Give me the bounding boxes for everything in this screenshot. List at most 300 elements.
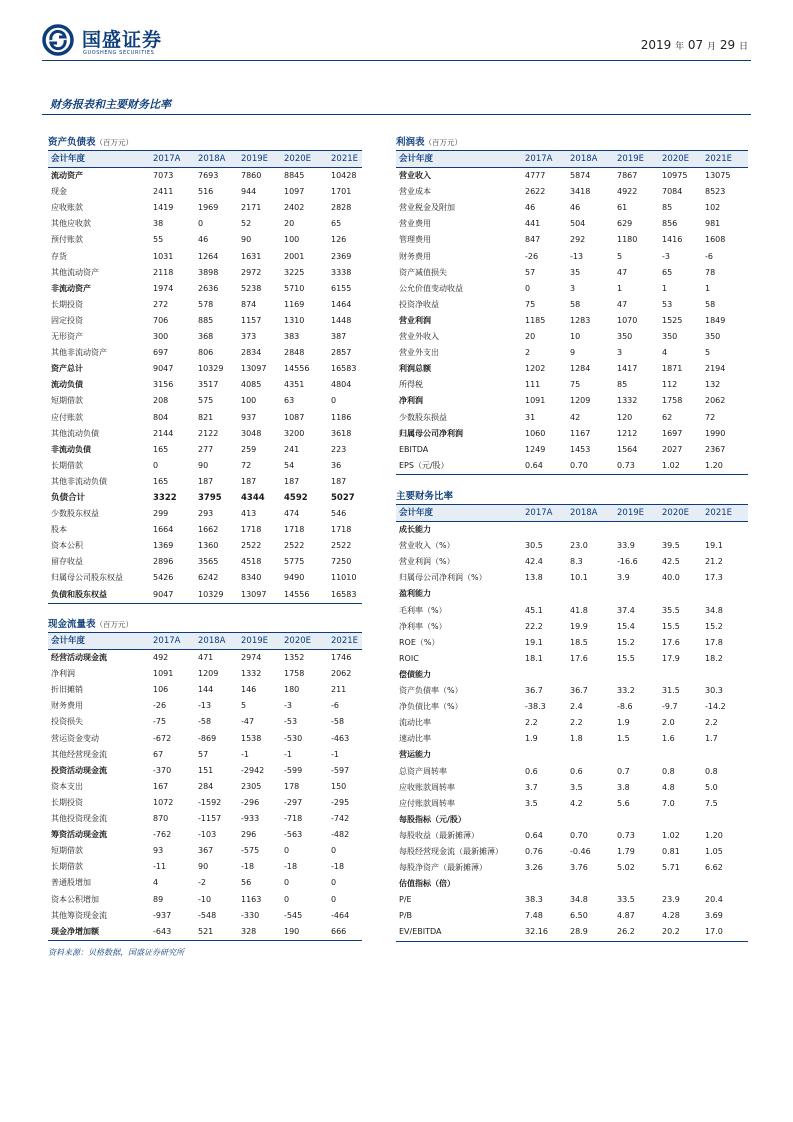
cell-value: 13097 (241, 364, 267, 374)
cell-value: 53 (662, 299, 673, 309)
table-bottom-rule (396, 941, 748, 942)
table-row (396, 924, 748, 940)
cell-value: -6 (705, 251, 713, 261)
header-year: 2021E (705, 154, 733, 164)
cell-value: 0 (331, 396, 337, 406)
cell-value: 8340 (241, 573, 262, 583)
cell-value: -75 (153, 717, 167, 727)
cell-value: 16583 (331, 589, 357, 599)
cell-value: -10 (198, 894, 212, 904)
cell-value: 1697 (662, 428, 683, 438)
cell-value: 5 (705, 348, 711, 358)
table-row (48, 200, 362, 216)
cell-value: -6 (331, 701, 339, 711)
cell-value: 2 (525, 348, 531, 358)
cell-value: 40.0 (662, 573, 680, 583)
table-row (48, 811, 362, 827)
cell-value: 211 (331, 685, 347, 695)
cell-value: 31.5 (662, 686, 680, 696)
row-label: 总资产周转率 (399, 766, 447, 776)
cell-value: 15.5 (662, 621, 680, 631)
table-unit: （百万元） (95, 138, 134, 147)
cell-value: 350 (617, 332, 633, 342)
cell-value: 150 (331, 781, 347, 791)
cell-value: 5 (241, 701, 247, 711)
cell-value: 46 (570, 203, 581, 213)
cell-value: 3225 (284, 267, 305, 277)
cell-value: 0.6 (525, 766, 538, 776)
cell-value: 284 (198, 781, 214, 791)
cell-value: 2144 (153, 428, 174, 438)
table-row (396, 345, 748, 361)
cell-value: -295 (331, 797, 350, 807)
cell-value: 18.2 (705, 653, 723, 663)
cell-value: 1087 (284, 412, 305, 422)
row-label: 毛利率（%） (399, 605, 447, 615)
cell-value: 937 (241, 412, 257, 422)
cell-value: 0 (331, 878, 337, 888)
row-label: 公允价值变动收益 (399, 283, 463, 293)
cell-value: 368 (198, 332, 214, 342)
cell-value: 1 (705, 283, 711, 293)
cell-value: 106 (153, 685, 169, 695)
cell-value: 0 (198, 219, 204, 229)
cell-value: 2974 (241, 653, 262, 663)
section-title: 财务报表和主要财务比率 (50, 98, 171, 111)
cell-value: 45.1 (525, 605, 543, 615)
row-label: 其他投资现金流 (51, 814, 107, 824)
row-label: 归属母公司净利润（%） (399, 573, 487, 583)
cell-value: 1608 (705, 235, 726, 245)
cell-value: 1031 (153, 251, 174, 261)
cell-value: 23.0 (570, 541, 588, 551)
header-label: 会计年度 (51, 154, 86, 164)
cell-value: 111 (525, 380, 541, 390)
financial-ratios-table (396, 490, 748, 942)
row-label: 每股净资产（最新摊薄） (399, 863, 487, 873)
table-row (48, 410, 362, 426)
cell-value: 19.1 (525, 637, 543, 647)
cell-value: 19.1 (705, 541, 723, 551)
table-row (396, 715, 748, 731)
table-row (396, 313, 748, 329)
cell-value: 1758 (662, 396, 683, 406)
table-row (396, 554, 748, 570)
cell-value: 2622 (525, 187, 546, 197)
cell-value: 2369 (331, 251, 352, 261)
cell-value: 1070 (617, 315, 638, 325)
cell-value: 1 (662, 283, 668, 293)
cell-value: 1163 (241, 894, 262, 904)
table-row (48, 506, 362, 522)
cell-value: 58 (705, 299, 716, 309)
cell-value: 1871 (662, 364, 683, 374)
row-label: 应收账款 (51, 203, 83, 213)
cell-value: 1072 (153, 797, 174, 807)
cell-value: 2522 (284, 541, 305, 551)
cell-value: 65 (331, 219, 342, 229)
table-row (396, 184, 748, 200)
row-label: 营业费用 (399, 219, 431, 229)
table-row (396, 410, 748, 426)
cell-value: 62 (662, 412, 673, 422)
row-label: 营业收入（%） (399, 541, 455, 551)
guosheng-logo-icon (42, 24, 74, 56)
cell-value: 2118 (153, 267, 174, 277)
cell-value: 2402 (284, 203, 305, 213)
cell-value: 10.1 (570, 573, 588, 583)
cell-value: 5.0 (705, 782, 718, 792)
cell-value: 0.64 (525, 830, 543, 840)
balance-sheet-table (48, 136, 362, 604)
table-row (48, 232, 362, 248)
cell-value: 1448 (331, 315, 352, 325)
cell-value: 5.02 (617, 863, 635, 873)
table-row (48, 490, 362, 506)
row-label: 营业外收入 (399, 332, 439, 342)
row-label: 现金 (51, 187, 67, 197)
cell-value: 72 (705, 412, 716, 422)
cell-value: 3.9 (617, 573, 630, 583)
cell-value: 1.8 (570, 734, 583, 744)
row-label: 投资净收益 (399, 299, 439, 309)
cell-value: 37.4 (617, 605, 635, 615)
row-label: 速动比率 (399, 734, 431, 744)
table-row (48, 474, 362, 490)
cell-value: 1310 (284, 315, 305, 325)
table-unit: （百万元） (95, 620, 134, 629)
cell-value: 2001 (284, 251, 305, 261)
cell-value: 1.20 (705, 460, 723, 470)
table-row (396, 232, 748, 248)
cell-value: 0 (284, 846, 290, 856)
cell-value: 9047 (153, 589, 174, 599)
table-row (396, 892, 748, 908)
cell-value: -933 (241, 814, 260, 824)
row-label: 净负债比率（%） (399, 702, 463, 712)
cell-value: 2171 (241, 203, 262, 213)
table-header-row (396, 505, 748, 522)
cell-value: -869 (198, 733, 217, 743)
cell-value: 42.5 (662, 557, 680, 567)
cell-value: 474 (284, 509, 300, 519)
cell-value: 821 (198, 412, 214, 422)
row-label: 其他筹资现金流 (51, 910, 107, 920)
cell-value: 90 (241, 235, 252, 245)
date-month: 07 (687, 38, 704, 52)
cell-value: 277 (198, 444, 214, 454)
cell-value: 2062 (705, 396, 726, 406)
row-label: 应收账款周转率 (399, 782, 455, 792)
cell-value: 328 (241, 926, 257, 936)
cell-value: 546 (331, 509, 347, 519)
row-label: 营业利润（%） (399, 557, 455, 567)
cell-value: 2.2 (525, 718, 538, 728)
cell-value: 1849 (705, 315, 726, 325)
cell-value: 90 (198, 862, 209, 872)
cell-value: 2122 (198, 428, 219, 438)
cell-value: 0.70 (570, 460, 588, 470)
table-row (48, 714, 362, 730)
cell-value: 870 (153, 814, 169, 824)
table-row (396, 538, 748, 554)
cell-value: 57 (198, 749, 209, 759)
cell-value: 4351 (284, 380, 305, 390)
cell-value: 3.8 (617, 782, 630, 792)
cell-value: 34.8 (570, 895, 588, 905)
row-label: 普通股增加 (51, 878, 91, 888)
row-label: 资产总计 (51, 364, 83, 374)
cell-value: 52 (241, 219, 252, 229)
cell-value: -296 (241, 797, 260, 807)
cell-value: 17.6 (570, 653, 588, 663)
cell-value: 167 (153, 781, 169, 791)
cell-value: 0.8 (662, 766, 675, 776)
cell-value: 9 (570, 348, 576, 358)
cell-value: 2367 (705, 444, 726, 454)
row-label: 无形资产 (51, 332, 83, 342)
cell-value: 6.62 (705, 863, 723, 873)
cell-value: 4922 (617, 187, 638, 197)
row-label: 投资活动现金流 (51, 765, 107, 775)
cell-value: 56 (241, 878, 252, 888)
table-row (396, 426, 748, 442)
cell-value: 1.05 (705, 846, 723, 856)
cell-value: 7.5 (705, 798, 718, 808)
row-label: 流动比率 (399, 718, 431, 728)
table-row (396, 747, 748, 763)
cell-value: 3.76 (570, 863, 588, 873)
table-row (48, 763, 362, 779)
cell-value: 5775 (284, 557, 305, 567)
header-year: 2019E (241, 636, 269, 646)
row-label: 利润总额 (399, 364, 431, 374)
table-row (396, 200, 748, 216)
row-label: 长期投资 (51, 299, 83, 309)
cell-value: -482 (331, 830, 350, 840)
date-year: 2019 (640, 38, 672, 52)
cell-value: 144 (198, 685, 214, 695)
cell-value: 0 (284, 894, 290, 904)
table-row (48, 795, 362, 811)
cell-value: 383 (284, 332, 300, 342)
row-label: 管理费用 (399, 235, 431, 245)
cell-value: 47 (617, 299, 628, 309)
cell-value: 18.5 (570, 637, 588, 647)
table-row (396, 603, 748, 619)
table-bottom-rule (48, 603, 362, 604)
table-title-text: 资产负债表 (48, 137, 96, 148)
cell-value: 4.28 (662, 911, 680, 921)
cell-value: 516 (198, 187, 214, 197)
cell-value: 5 (617, 251, 623, 261)
table-row (48, 570, 362, 586)
cell-value: 1969 (198, 203, 219, 213)
cell-value: 3618 (331, 428, 352, 438)
cell-value: 3.5 (525, 798, 538, 808)
cell-value: 629 (617, 219, 633, 229)
income-statement-table (396, 136, 748, 475)
cell-value: 120 (617, 412, 633, 422)
cell-value: 1185 (525, 315, 546, 325)
cell-value: 3.26 (525, 863, 543, 873)
table-row (48, 843, 362, 859)
cell-value: 2.2 (570, 718, 583, 728)
cell-value: 1419 (153, 203, 174, 213)
date-year-unit: 年 (675, 42, 685, 52)
table-row (48, 875, 362, 891)
row-label: 归属母公司净利润 (399, 428, 463, 438)
cell-value: 21.2 (705, 557, 723, 567)
cell-value: 26.2 (617, 927, 635, 937)
cell-value: 33.9 (617, 541, 635, 551)
cell-value: 6.50 (570, 911, 588, 921)
cell-value: 1212 (617, 428, 638, 438)
cell-value: 3418 (570, 187, 591, 197)
section-divider (42, 114, 751, 115)
table-title (396, 136, 748, 151)
cell-value: 1332 (241, 669, 262, 679)
cell-value: 2834 (241, 348, 262, 358)
cell-value: 1718 (284, 525, 305, 535)
cell-value: -575 (241, 846, 260, 856)
cell-value: 4.87 (617, 911, 635, 921)
table-row (396, 361, 748, 377)
table-row (396, 635, 748, 651)
cell-value: 187 (241, 476, 257, 486)
cell-value: 856 (662, 219, 678, 229)
row-label: 少数股东权益 (51, 509, 99, 519)
row-label: EPS（元/股） (399, 460, 449, 470)
cell-value: 2.4 (570, 702, 583, 712)
cell-value: 10329 (198, 364, 224, 374)
table-title (48, 618, 362, 633)
cell-value: 100 (241, 396, 257, 406)
row-label: 其他非流动负债 (51, 476, 107, 486)
cell-value: 578 (198, 299, 214, 309)
table-row (48, 281, 362, 297)
row-label: P/B (399, 911, 413, 921)
table-row (48, 426, 362, 442)
cell-value: 15.5 (617, 653, 635, 663)
cell-value: -548 (198, 910, 217, 920)
cell-value: 178 (284, 781, 300, 791)
row-label: 财务费用 (399, 251, 431, 261)
cell-value: 35.5 (662, 605, 680, 615)
cell-value: 1718 (331, 525, 352, 535)
date-day: 29 (719, 38, 736, 52)
cell-value: -16.6 (617, 557, 638, 567)
cell-value: 4518 (241, 557, 262, 567)
cell-value: 16583 (331, 364, 357, 374)
cell-value: 6155 (331, 283, 352, 293)
cell-value: -742 (331, 814, 350, 824)
cell-value: 187 (284, 476, 300, 486)
cell-value: 1990 (705, 428, 726, 438)
cell-value: -1592 (198, 797, 222, 807)
cell-value: 126 (331, 235, 347, 245)
brand-name: 国盛证券 (82, 29, 163, 51)
row-label: 流动资产 (51, 171, 83, 181)
row-label: 偿债能力 (399, 669, 431, 679)
row-label: 每股指标（元/股） (399, 814, 466, 824)
table-title (48, 136, 362, 151)
row-label: 营业税金及附加 (399, 203, 455, 213)
cell-value: -1157 (198, 814, 222, 824)
cell-value: -0.46 (570, 846, 591, 856)
cell-value: 2194 (705, 364, 726, 374)
cell-value: 1464 (331, 299, 352, 309)
row-label: 负债和股东权益 (51, 589, 107, 599)
table-row (396, 860, 748, 876)
row-label: 其他非流动资产 (51, 348, 107, 358)
cell-value: 58 (570, 299, 581, 309)
cell-value: 241 (284, 444, 300, 454)
table-row (48, 442, 362, 458)
cell-value: 1202 (525, 364, 546, 374)
table-row (48, 297, 362, 313)
cell-value: -297 (284, 797, 303, 807)
header-year: 2019E (617, 154, 645, 164)
table-row (396, 683, 748, 699)
cell-value: -762 (153, 830, 172, 840)
cell-value: 3338 (331, 267, 352, 277)
cell-value: 7250 (331, 557, 352, 567)
table-row (396, 796, 748, 812)
cell-value: 17.9 (662, 653, 680, 663)
cell-value: 187 (331, 476, 347, 486)
cell-value: 1.02 (662, 830, 680, 840)
table-row (396, 265, 748, 281)
row-label: ROE（%） (399, 637, 440, 647)
cell-value: 7084 (662, 187, 683, 197)
cell-value: -53 (284, 717, 298, 727)
cell-value: 350 (705, 332, 721, 342)
cell-value: 0.7 (617, 766, 630, 776)
cell-value: 0 (153, 460, 159, 470)
row-label: 投资损失 (51, 717, 83, 727)
cell-value: 1664 (153, 525, 174, 535)
cell-value: 17.8 (705, 637, 723, 647)
cell-value: -464 (331, 910, 350, 920)
row-label: 留存收益 (51, 557, 83, 567)
table-bottom-rule (396, 474, 748, 475)
table-row (396, 297, 748, 313)
cell-value: -9.7 (662, 702, 678, 712)
cell-value: 75 (525, 299, 536, 309)
cell-value: 492 (153, 653, 169, 663)
cash-flow-table (48, 618, 362, 941)
cell-value: 78 (705, 267, 716, 277)
table-row (396, 764, 748, 780)
cell-value: 7073 (153, 171, 174, 181)
table-row (48, 377, 362, 393)
cell-value: 39.5 (662, 541, 680, 551)
cell-value: 10329 (198, 589, 224, 599)
cell-value: -58 (331, 717, 345, 727)
cell-value: -26 (525, 251, 539, 261)
cell-value: 0 (525, 283, 531, 293)
row-label: EV/EBITDA (399, 927, 442, 937)
cell-value: 504 (570, 219, 586, 229)
table-row (396, 442, 748, 458)
cell-value: 33.2 (617, 686, 635, 696)
cell-value: 1180 (617, 235, 638, 245)
cell-value: 2522 (331, 541, 352, 551)
row-label: 营运资金变动 (51, 733, 99, 743)
cell-value: 57 (525, 267, 536, 277)
cell-value: 1.79 (617, 846, 635, 856)
